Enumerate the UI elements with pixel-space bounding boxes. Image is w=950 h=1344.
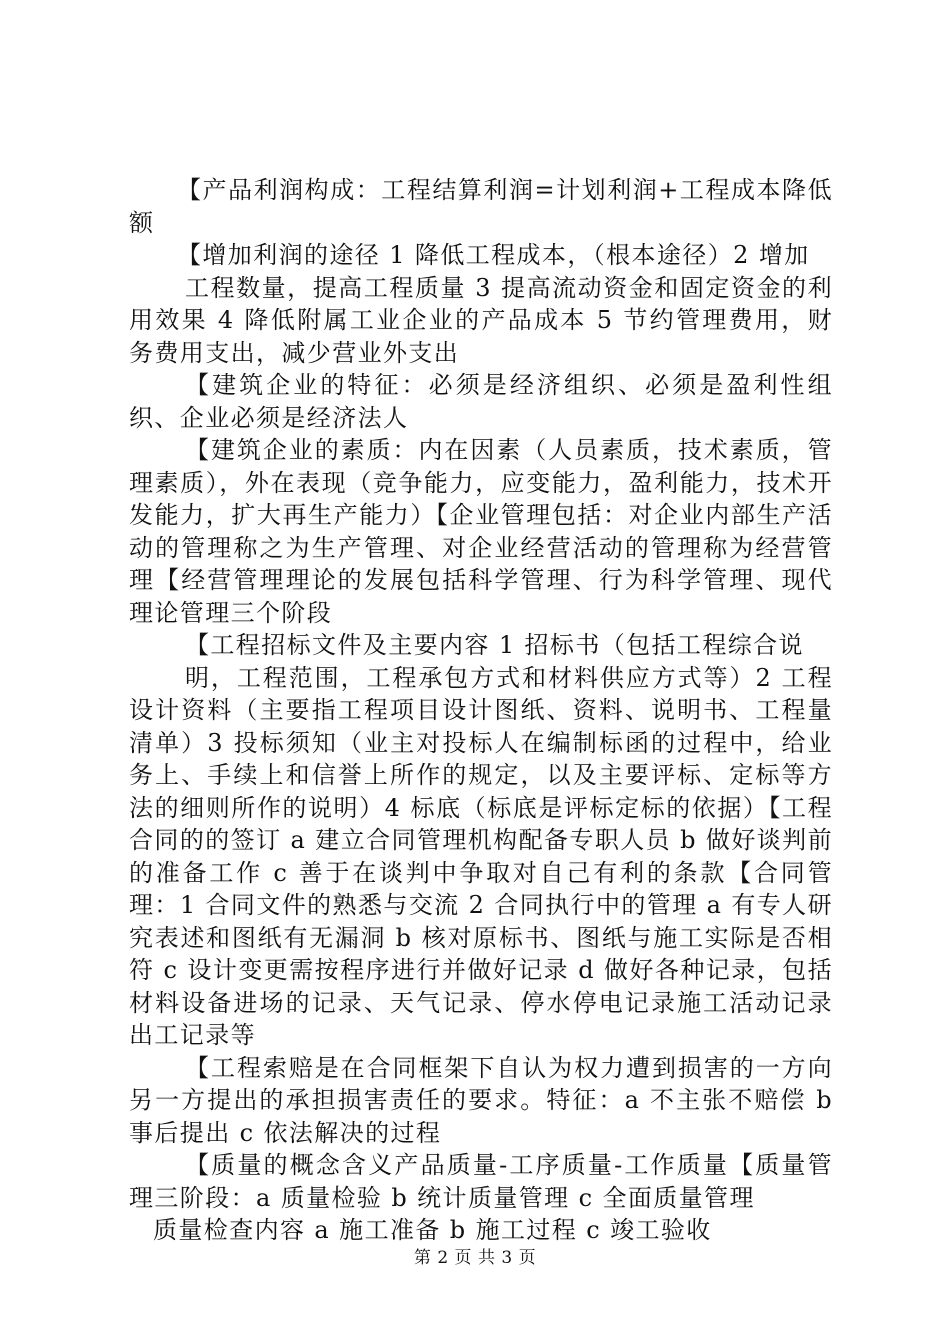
paragraph-tender-documents: 【工程招标文件及主要内容 1 招标书（包括工程综合说 [185, 631, 804, 659]
paragraph-enterprise-quality: 【建筑企业的素质：内在因素（人员素质，技术素质，管理素质），外在表现（竞争能力，应变能力，盈利能力，技术开发能力，扩大再生产能力）【企业管理包括：对企业内部生产活动的管理称之为生产管理、对企业经营活动的管理称为经营管理【经营管理理论的发展包括科学管理、行为科学管理、现代理论管理三个阶段 [129, 436, 833, 627]
paragraph-tender-documents-cont: 明，工程范围，工程承包方式和材料供应方式等）2 工程设计资料（主要指工程项目设计图纸、资料、说明书、工程量清单）3 投标须知（业主对投标人在编制标函的过程中，给业务上、手续上和信誉上所作的规定，以及主要评标、定标等方法的细则所作的说明）4 标底（标底是评标定标的依据）【工程合同的的签订 a 建立合同管理机构配备专职人员 b 做好谈判前的准备工作 c 善于在谈判中争取对自己有利的条款【合同管理：1 合同文件的熟悉与交流 2 合同执行中的管理 a 有专人研究表述和图纸有无漏洞 b 核对原标书、图纸与施工实际是否相符 c 设计变更需按程序进行并做好记录 d 做好各种记录，包括材料设备进场的记录、天气记录、停水停电记录施工活动记录出工记录等 [129, 663, 833, 1049]
body-text [129, 174, 833, 1247]
paragraph-quality-inspection: 质量检查内容 a 施工准备 b 施工过程 c 竣工验收 [153, 1216, 712, 1244]
paragraph-enterprise-features: 【建筑企业的特征：必须是经济组织、必须是盈利性组织、企业必须是经济法人 [129, 371, 833, 432]
paragraph-profit-composition: 【产品利润构成：工程结算利润=计划利润+工程成本降低额 [129, 176, 833, 237]
paragraph-increase-profit: 【增加利润的途径 1 降低工程成本，（根本途径）2 增加 [177, 241, 810, 269]
page-number-footer: 第 2 页 共 3 页 [413, 1248, 537, 1268]
paragraph-quality-concept: 【质量的概念含义产品质量-工序质量-工作质量【质量管理三阶段：a 质量检验 b 统计质量管理 c 全面质量管理 [129, 1151, 833, 1212]
paragraph-claims: 【工程索赔是在合同框架下自认为权力遭到损害的一方向另一方提出的承担损害责任的要求。特征：a 不主张不赔偿 b 事后提出 c 依法解决的过程 [129, 1053, 833, 1147]
paragraph-increase-profit-cont: 工程数量，提高工程质量 3 提高流动资金和固定资金的利用效果 4 降低附属工业企业的产品成本 5 节约管理费用，财务费用支出，减少营业外支出 [129, 273, 833, 367]
